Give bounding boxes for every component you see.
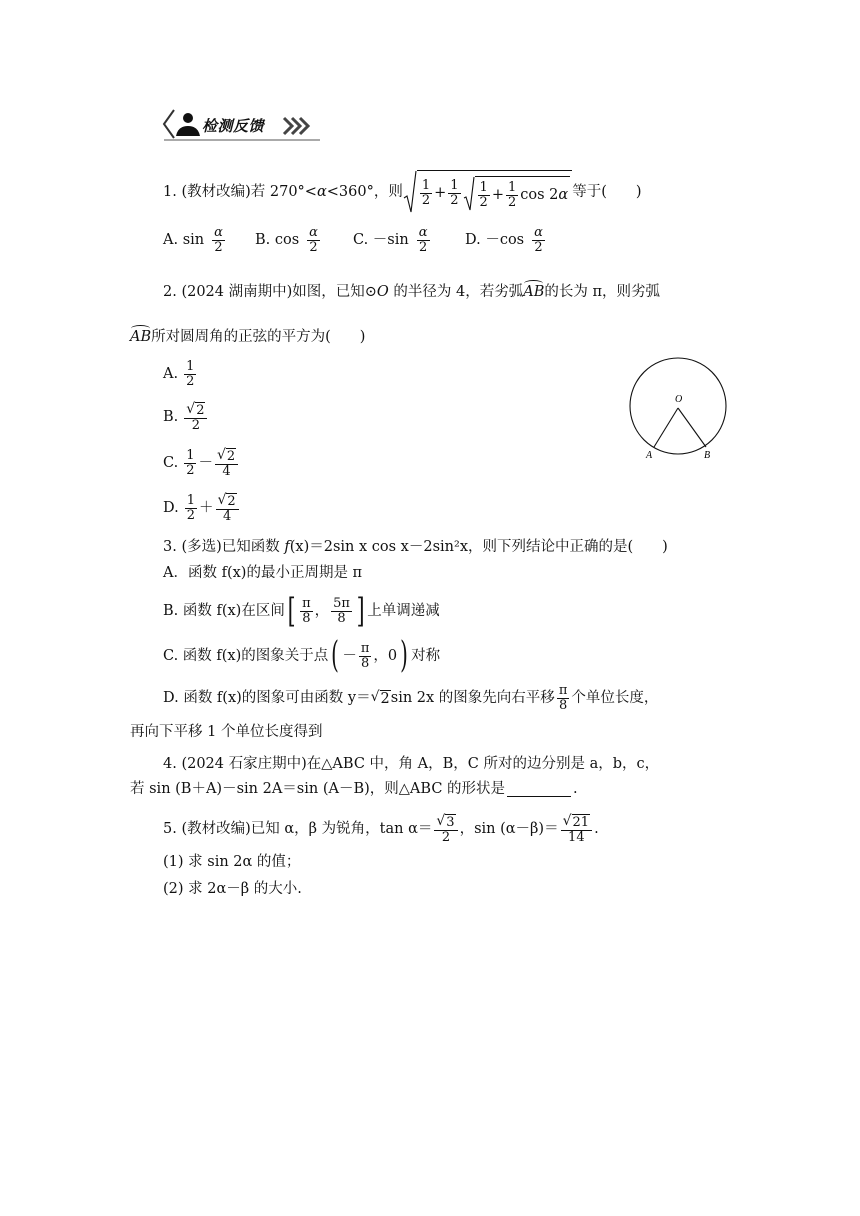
q2-option-a: A. $\frac{1}{2}$ — [163, 359, 195, 389]
q5-stem: 5. (教材改编)已知 α，β 为锐角，tan α＝ √ 3 2 ，sin (α－β)＝ √ 21 14 . — [163, 813, 599, 845]
header-title: 检测反馈 — [202, 117, 265, 135]
q3-option-b: B. 函数 f(x)在区间 [ $\frac{\pi}{8}$ ， $\frac{5\pi}{8}$ ] 上单调递减 — [163, 591, 440, 631]
q1-stem: 1. (教材改编)若 270°< α <360°，则 $\frac{1}{2}$ + $\frac{1}{2}$ $\frac{1}{2}$ + $\frac{1}{2}$ cos 2 α 等于( ) — [163, 170, 642, 214]
circle — [630, 358, 726, 454]
label-b: B — [704, 450, 711, 461]
label-o: O — [675, 394, 683, 405]
q5-sub2: (2) 求 2α－β 的大小. — [163, 881, 302, 897]
q2-option-c: C. $\frac{1}{2}$ － √ 2 4 — [163, 448, 240, 478]
q1-options — [163, 226, 547, 254]
q2-option-d: D. $\frac{1}{2}$ ＋ √ 2 4 — [163, 493, 241, 523]
q1-option-c: C. －sin $\frac{\alpha}{2}$ — [353, 225, 428, 255]
q2-stem-line2: AB所对圆周角的正弦的平方为( ) — [130, 329, 366, 345]
circle-figure — [622, 350, 734, 466]
label-a: A — [646, 450, 653, 461]
q2-stem-line1: 2. (2024 湖南期中)如图，已知⊙O 的半径为 4，若劣弧AB的长为 π，则劣弧 — [163, 284, 661, 300]
answer-blank[interactable] — [507, 796, 571, 797]
q2-option-b: B. √ 2 2 — [163, 402, 209, 432]
radius-ob — [678, 408, 706, 447]
radical-icon — [403, 170, 417, 214]
q1-option-a: A. sin $\frac{\alpha}{2}$ — [163, 225, 223, 255]
q3-option-d-line2: 再向下平移 1 个单位长度得到 — [130, 724, 323, 740]
radical-icon — [463, 176, 475, 212]
radius-oa — [654, 408, 678, 447]
q4-line1: 4. (2024 石家庄期中)在△ABC 中，角 A，B，C 所对的边分别是 a，b，c， — [163, 756, 660, 772]
q3-stem: 3. (多选)已知函数 f(x)＝2sin x cos x－2sin²x，则下列结论中正确的是( ) — [163, 539, 668, 555]
q5-sub1: (1) 求 sin 2α 的值； — [163, 854, 301, 870]
q1-inner-sqrt: $\frac{1}{2}$ + $\frac{1}{2}$ cos 2 α — [463, 176, 571, 212]
q3-option-a: A．函数 f(x)的最小正周期是 π — [163, 565, 363, 581]
section-header — [160, 104, 320, 144]
q3-option-d: D. 函数 f(x)的图象可由函数 y＝ √ 2 sin 2x 的图象先向右平移 $\frac{\pi}{8}$ 个单位长度， — [163, 683, 659, 713]
q1-outer-sqrt: $\frac{1}{2}$ + $\frac{1}{2}$ $\frac{1}{2}$ + $\frac{1}{2}$ cos 2 α — [403, 170, 572, 214]
q4-line2: 若 sin (B＋A)－sin 2A＝sin (A－B)，则△ABC 的形状是 . — [130, 781, 578, 797]
q3-option-c: C. 函数 f(x)的图象关于点 ( － $\frac{\pi}{8}$ ，0 ) 对称 — [163, 635, 441, 676]
q1-option-b: B. cos $\frac{\alpha}{2}$ — [255, 225, 318, 255]
q1-option-d: D. －cos $\frac{\alpha}{2}$ — [465, 225, 543, 255]
